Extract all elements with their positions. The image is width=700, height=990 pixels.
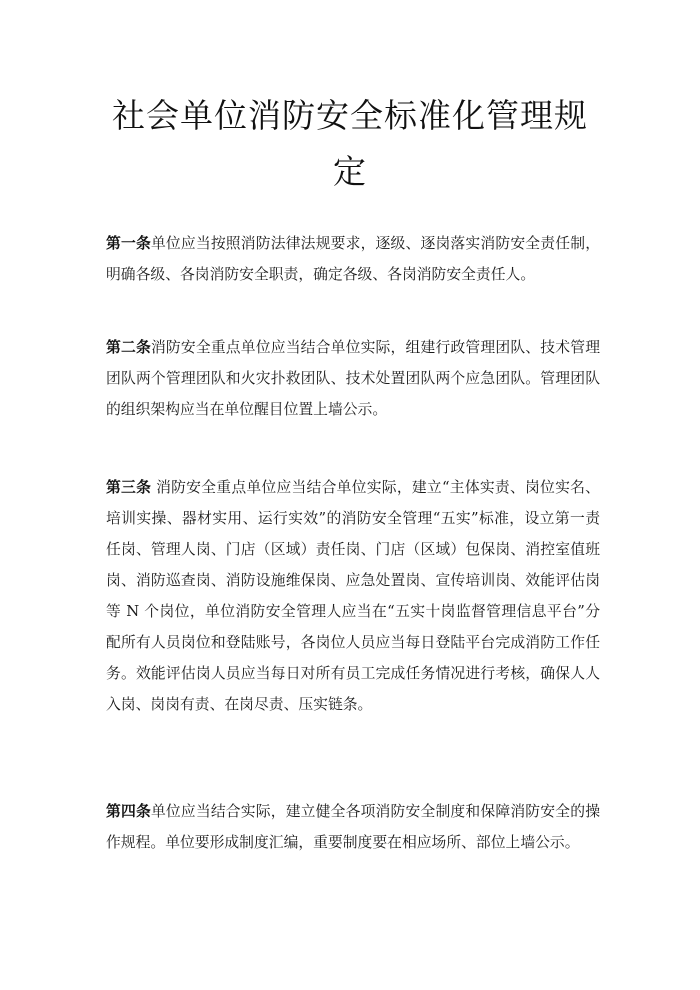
article-2-label: 第二条 [106,339,151,356]
article-1-text: 单位应当按照消防法律法规要求，逐级、逐岗落实消防安全责任制，明确各级、各岗消防安全职责，确定各级、各岗消防安全责任人。 [106,235,600,283]
document-title: 社会单位消防安全标准化管理规定 [112,96,588,191]
article-3 [106,472,600,720]
article-4 [106,796,600,858]
article-2-text: 消防安全重点单位应当结合单位实际，组建行政管理团队、技术管理团队两个管理团队和火灾扑救团队、技术处置团队两个应急团队。管理团队的组织架构应当在单位醒目位置上墙公示。 [106,339,600,418]
article-4-label: 第四条 [106,803,151,820]
article-1 [106,228,600,290]
article-3-label: 第三条 [106,479,152,496]
article-2 [106,332,600,425]
article-3-text: 消防安全重点单位应当结合单位实际，建立“主体实责、岗位实名、培训实操、器材实用、运行实效”的消防安全管理“五实”标准，设立第一责任岗、管理人岗、门店（区域）责任岗、门店（区域）包保岗、消控室值班岗、消防巡查岗、消防设施维保岗、应急处置岗、宣传培训岗、效能评估岗等 N 个岗位，单位消防安全管理人应当在“五实十岗监督管理信息平台”分配所有人员岗位和登陆账号，各岗位人员应当每日登陆平台完成消防工作任务。效能评估岗人员应当每日对所有员工完成任务情况进行考核，确保人人入岗、岗岗有责、在岗尽责、压实链条。 [106,479,600,713]
article-4-text: 单位应当结合实际，建立健全各项消防安全制度和保障消防安全的操作规程。单位要形成制度汇编，重要制度要在相应场所、部位上墙公示。 [106,803,600,851]
article-1-label: 第一条 [106,235,151,252]
